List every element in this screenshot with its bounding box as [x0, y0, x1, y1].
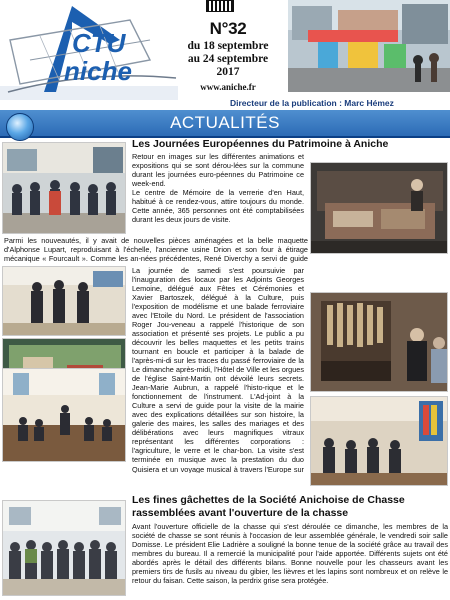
article-title-patrimoine: Les Journées Européennes du Patrimoine à Aniche — [132, 138, 389, 150]
photo-concert-hall — [310, 396, 448, 486]
article2-paragraph: Avant l'ouverture officielle de la chasse qui s'est déroulée ce dimanche, les membres de la société de chasse se sont réunis à l'occasion de leur assemblée générale, le vendredi soir salle Domisse. Le président Elie Ladrière a souligné la bonne tenue de la société grâce au travail des membres du bureau. Il a remercié la municipalité pour l'aide apportée. Différents sujets ont été abordés après le détail des différents bilans. Bonne nouvelle pour les chasseurs avant les premiers tirs de fusils au niveau du gibier, les lièvres et les lapins sont nombreux et on relève le retour du faisan. Cette saison, la perdrix grise sera protégée. — [132, 522, 448, 586]
logo-text-top: CTU — [72, 28, 126, 58]
logo-text-bottom: niche — [64, 56, 132, 86]
date-range-start: du 18 septembre — [187, 40, 269, 52]
article-title-chasse: Les fines gâchettes de la Société Anichoise de Chasse rassemblées avant l'ouverture de la chasse — [132, 494, 405, 519]
date-range-end: au 24 septembre — [187, 53, 269, 65]
photo-museum-visit — [2, 142, 126, 234]
article1-para-saturday: La journée de samedi s'est poursuivie par l'inauguration des locaux par les Adjoints Georges Lemoine, délégué aux Fêtes et Cérémonies et Xavier Bartoszek, délégué à la Culture, puis l'exposition de modélisme et une balade ferroviaire avec l'Etoile du Nord. Le président de l'association Roger Jou-veneau a rappelé l'historique de son association et présenté ses projets. Le public a pu découvrir les belles maquettes et les petits trains tournant en boucle et participer à la balade de l'après-mi-di sur les traces du passé ferroviaire de la — [132, 266, 304, 365]
article1-paragraph-2: Le centre de Mémoire de la verrerie d'en Haut, habitué à ce rendez-vous, attire toujours du monde. Cette année, 365 personnes ont été comptabilisées durant les deux jours de visite. — [132, 188, 304, 225]
website-link[interactable]: www.aniche.fr — [200, 82, 256, 92]
newsletter-header — [0, 0, 450, 110]
qr-code-icon — [206, 0, 234, 12]
article1-para-intro — [132, 152, 304, 236]
issue-number: N°32 — [209, 19, 247, 38]
photo-town-hall-visit — [2, 368, 126, 462]
actu-aniche-logo — [0, 0, 178, 100]
issue-year: 2017 — [216, 66, 240, 78]
section-title: ACTUALITÉS — [170, 113, 280, 132]
article1-para-novelties: Parmi les nouveautés, il y avait de nouvelles pièces aménagées et la belle maquette d'Alphonse Lupart, reproduisant à l'échelle, l'ancienne usine Drion et son four à étirage mécanique « Fourcault ». Comme les an-nées précédentes, René Diverchy a servi de guide — [4, 236, 308, 263]
photo-inauguration — [2, 266, 126, 336]
photo-glass-model — [310, 162, 448, 254]
article1-paragraph-1: Retour en images sur les différentes animations et expositions qui se sont dérou-lées sur la commune durant les journées euro-péennes du Patrimoine ce week-end. — [132, 152, 304, 189]
photo-hunting-society — [2, 500, 126, 596]
issue-info — [178, 20, 278, 92]
article1-para-sunday: Le dimanche après-midi, l'Hôtel de Ville et les orgues de l'église Saint-Martin ont dévoilé leurs secrets. Jean-Marie Aubrun, a rappelé l'histo-rique et le fonctionnement de l'instrument. L'Ad-joint à la Culture a servi de guide pour la visite de la mairie avec des explications détaillées sur son histoire, la galerie des maires, les salles des mariages et des délibérations avec leurs magnifiques vitraux représentant les différentes corporations : l'agriculture, le verre et le char-bon. La visite s'est terminée en musique avec la prestation du duo Quisiera et un voyage musical à travers l'Europe sur — [132, 365, 304, 473]
photo-church-organ — [310, 292, 448, 392]
header-photo-market — [288, 0, 450, 92]
publication-director: Directeur de la publication : Marc Hémez — [230, 98, 394, 108]
